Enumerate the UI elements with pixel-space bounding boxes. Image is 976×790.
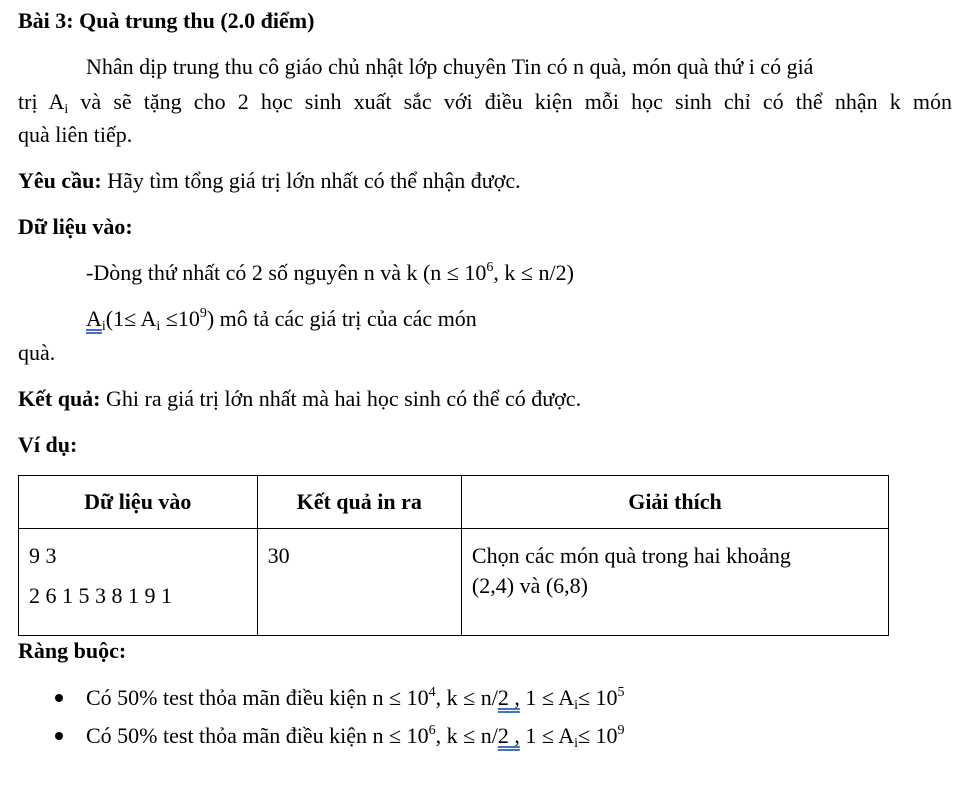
table-row (19, 529, 889, 636)
table-header-row (19, 476, 889, 529)
input-line-2: $A_i(1\le A_i \le 10^9)$ mô tả các giá trị của các món (86, 306, 477, 334)
output-label: Kết quả: (18, 386, 101, 411)
ai-underlined: $A_i$ (86, 306, 106, 334)
bullet-icon (55, 732, 63, 740)
problem-title: Bài 3: Quà trung thu (2.0 điểm) (18, 8, 315, 33)
table-header: Kết quả in ra (257, 476, 461, 529)
table-header: Dữ liệu vào (19, 476, 258, 529)
intro-line-2: trị $A_i$ và sẽ tặng cho 2 học sinh xuất sắc với điều kiện mỗi học sinh chỉ có thể nhận k món (18, 89, 952, 117)
constraint-item: Có 50% test thỏa mãn điều kiện $n \le 10^6$, k ≤ n/2 , $1 \le A_i\le 10^9$ (86, 723, 625, 751)
intro-line-3: quà liên tiếp. (18, 122, 133, 147)
table-cell-result: 30 (257, 529, 461, 636)
requirement-label: Yêu cầu: (18, 168, 102, 193)
constraints-heading: Ràng buộc: (18, 638, 127, 663)
example-heading: Ví dụ: (18, 432, 78, 457)
requirement: Yêu cầu: Hãy tìm tổng giá trị lớn nhất có thể nhận được. (18, 168, 521, 193)
constraint-item: Có 50% test thỏa mãn điều kiện $n \le 10^4$, k ≤ n/2 , $1 \le A_i\le 10^5$ (86, 685, 625, 713)
table-cell-explain: Chọn các món quà trong hai khoảng (2,4) và (6,8) (461, 529, 888, 636)
table-header: Giải thích (461, 476, 888, 529)
output: Kết quả: Ghi ra giá trị lớn nhất mà hai học sinh có thể có được. (18, 386, 582, 411)
example-table (18, 475, 889, 636)
table-cell-input: 9 3 2 6 1 5 3 8 1 9 1 (19, 529, 258, 636)
input-line-2-cont: quà. (18, 340, 56, 365)
intro-line-1: Nhân dịp trung thu cô giáo chủ nhật lớp chuyên Tin có n quà, món quà thứ i có giá (86, 54, 814, 79)
bullet-icon (55, 694, 63, 702)
input-heading: Dữ liệu vào: (18, 214, 133, 239)
input-line-1: -Dòng thứ nhất có 2 số nguyên n và k ($n \le 10^6$, k ≤ n/2) (86, 260, 574, 285)
